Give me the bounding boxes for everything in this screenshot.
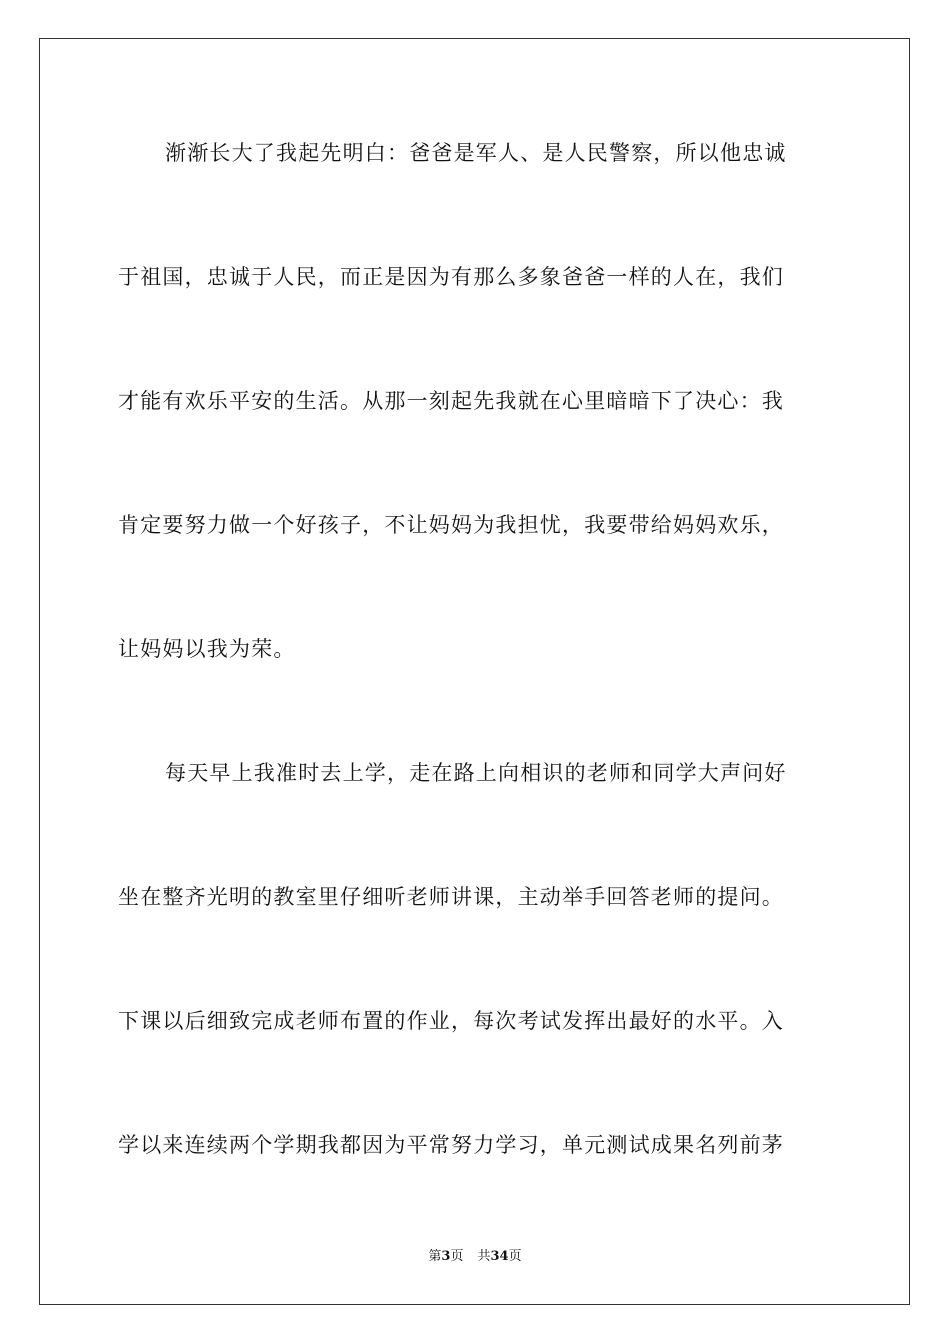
paragraph-line-4: 肯定要努力做一个好孩子，不让妈妈为我担忧，我要带给妈妈欢乐， <box>118 513 784 537</box>
page-border <box>39 38 910 1305</box>
paragraph-line-8: 下课以后细致完成老师布置的作业，每次考试发挥出最好的水平。入 <box>118 1009 784 1033</box>
paragraph-line-9: 学以来连续两个学期我都因为平常努力学习，单元测试成果名列前茅 <box>118 1133 784 1157</box>
page-number: 3 <box>441 1249 451 1264</box>
total-pages: 34 <box>490 1249 509 1264</box>
paragraph-line-5: 让妈妈以我为荣。 <box>118 637 296 661</box>
paragraph-line-7: 坐在整齐光明的教室里仔细听老师讲课，主动举手回答老师的提问。 <box>118 885 784 909</box>
page-prefix: 第 <box>428 1249 442 1264</box>
paragraph-line-3: 才能有欢乐平安的生活。从那一刻起先我就在心里暗暗下了决心：我 <box>118 389 784 413</box>
total-prefix: 共 <box>477 1249 491 1264</box>
paragraph-line-6: 每天早上我准时去上学，走在路上向相识的老师和同学大声问好 <box>165 761 787 785</box>
page-suffix: 页 <box>450 1249 464 1264</box>
paragraph-line-1: 渐渐长大了我起先明白：爸爸是军人、是人民警察，所以他忠诚 <box>165 141 787 165</box>
total-suffix: 页 <box>508 1249 522 1264</box>
page-footer <box>0 1248 950 1266</box>
paragraph-line-2: 于祖国，忠诚于人民，而正是因为有那么多象爸爸一样的人在，我们 <box>118 265 784 289</box>
